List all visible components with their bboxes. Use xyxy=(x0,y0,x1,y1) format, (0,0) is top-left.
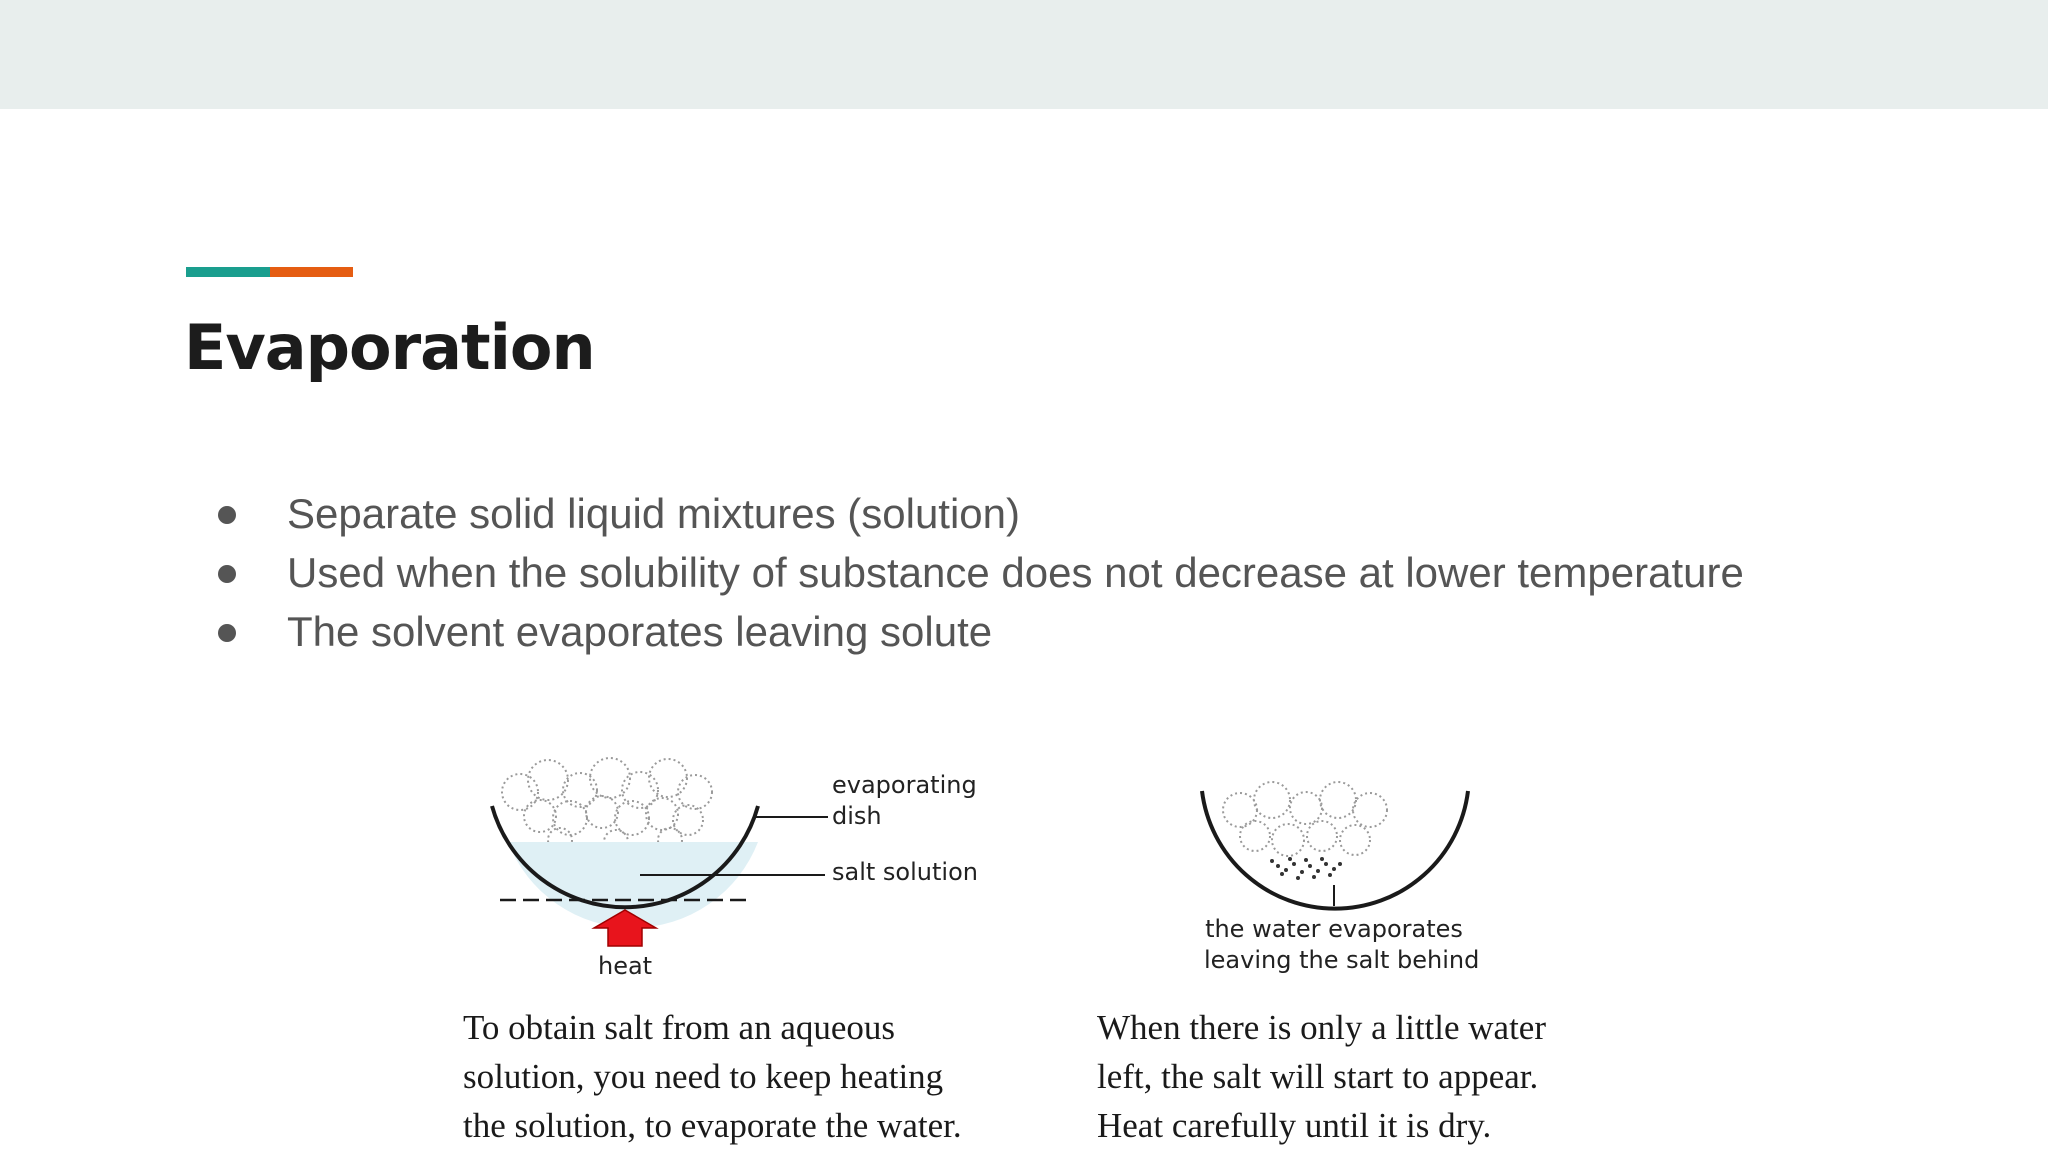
bullet-dot xyxy=(218,506,236,524)
vapour-bubbles-right xyxy=(1223,782,1387,856)
bullet-text: Separate solid liquid mixtures (solution) xyxy=(287,490,1021,537)
evaporation-figure xyxy=(440,740,1640,1152)
top-band xyxy=(0,0,2048,109)
bullet-dot xyxy=(218,565,236,583)
dish-label: evaporating dish xyxy=(832,771,977,830)
left-caption: To obtain salt from an aqueous solution, you need to keep heating the solution, to evaporate the water. xyxy=(463,1008,962,1145)
bullet-item xyxy=(210,484,1744,543)
bullet-item xyxy=(210,602,1744,661)
bullet-dot xyxy=(218,624,236,642)
right-diagram xyxy=(1202,782,1468,909)
residue-label: the water evaporates leaving the salt behind xyxy=(1204,915,1480,974)
bullet-list xyxy=(210,484,1744,661)
bullet-text: The solvent evaporates leaving solute xyxy=(287,608,993,655)
vapour-bubbles-left xyxy=(502,758,712,854)
accent-bar-orange xyxy=(270,267,353,277)
right-caption: When there is only a little water left, the salt will start to appear. Heat carefully until it is dry. xyxy=(1097,1008,1547,1145)
bullet-item xyxy=(210,543,1744,602)
solution-label: salt solution xyxy=(832,858,978,886)
left-diagram xyxy=(492,758,828,946)
heat-label: heat xyxy=(598,952,653,980)
bullet-text: Used when the solubility of substance does not decrease at lower temperature xyxy=(287,549,1744,596)
accent-bar-teal xyxy=(186,267,270,277)
slide-title: Evaporation xyxy=(184,311,595,384)
salt-residue xyxy=(1270,857,1342,880)
